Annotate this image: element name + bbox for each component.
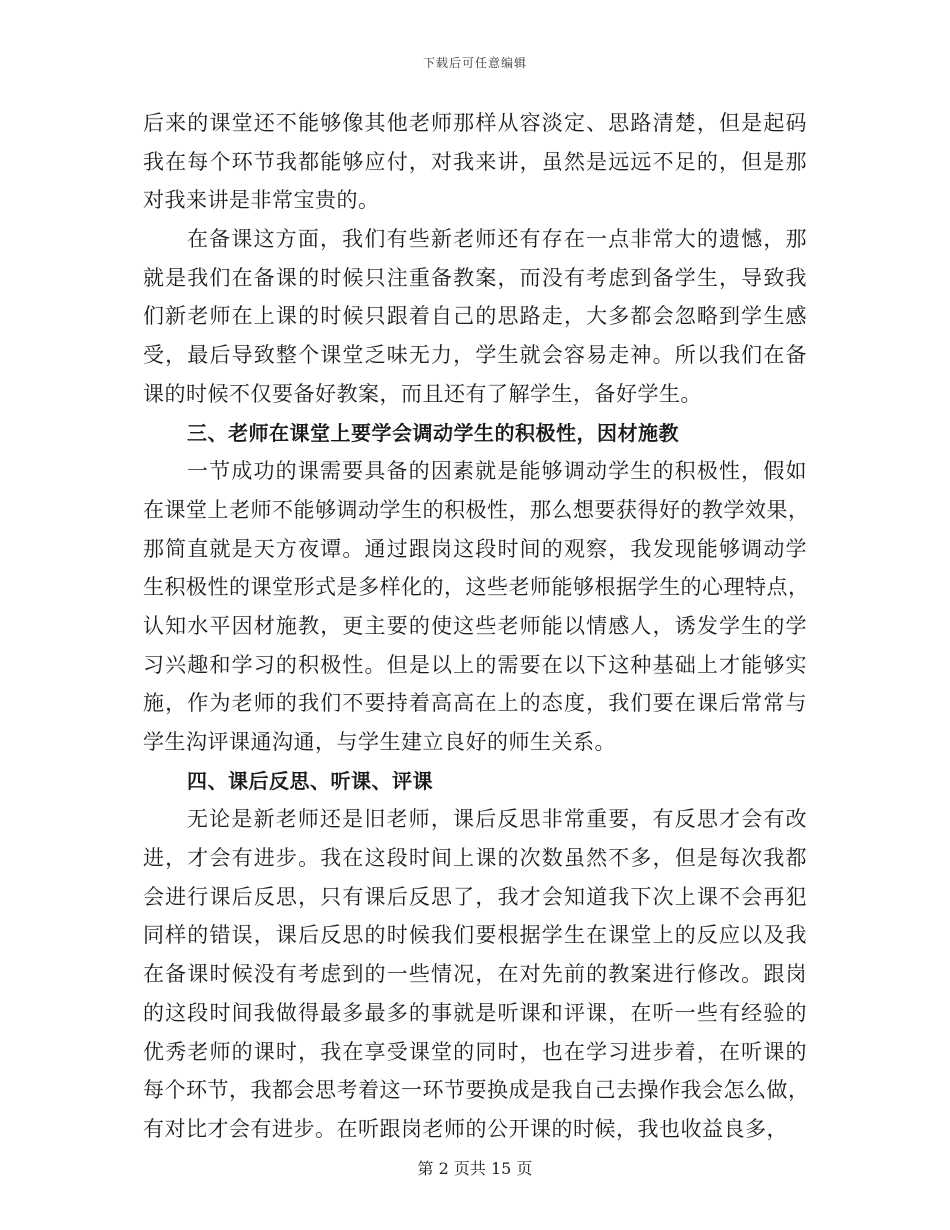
text-line: 在课堂上老师不能够调动学生的积极性，那么想要获得好的教学效果， (143, 497, 810, 522)
paragraph-2 (143, 220, 807, 413)
page-number: 第 2 页共 15 页 (417, 1159, 533, 1178)
text-line: 生积极性的课堂形式是多样化的，这些老师能够根据学生的心理特点， (143, 575, 810, 600)
header-note: 下载后可任意编辑 (422, 56, 527, 70)
text-line: 我在每个环节我都能够应付，对我来讲，虽然是远远不足的，但是那 (143, 149, 807, 174)
text-line: 一节成功的课需要具备的因素就是能够调动学生的积极性，假如 (187, 459, 807, 484)
text-line: 对我来讲是非常宝贵的。 (143, 188, 380, 213)
text-line: 施，作为老师的我们不要持着高高在上的态度，我们要在课后常常与 (143, 691, 807, 716)
text-line: 优秀老师的课时，我在享受课堂的同时，也在学习进步着，在听课的 (143, 1039, 807, 1064)
text-line: 有对比才会有进步。在听跟岗老师的公开课的时候，我也收益良多， (143, 1116, 788, 1141)
text-line: 习兴趣和学习的积极性。但是以上的需要在以下这种基础上才能够实 (143, 652, 807, 677)
text-line: 在备课时候没有考虑到的一些情况，在对先前的教案进行修改。跟岗 (143, 962, 807, 987)
text-line: 在备课这方面，我们有些新老师还有存在一点非常大的遗憾，那 (187, 227, 807, 252)
text-line: 的这段时间我做得最多最多的事就是听课和评课，在听一些有经验的 (143, 1000, 807, 1025)
text-line: 进，才会有进步。我在这段时间上课的次数虽然不多，但是每次我都 (143, 846, 807, 871)
paragraph-3 (143, 452, 810, 762)
text-line: 受，最后导致整个课堂乏味无力，学生就会容易走神。所以我们在备 (143, 343, 807, 368)
paragraph-1 (143, 104, 807, 220)
paragraph-4 (143, 800, 810, 1148)
text-line: 每个环节，我都会思考着这一环节要换成是我自己去操作我会怎么做， (143, 1078, 810, 1103)
text-line: 那简直就是天方夜谭。通过跟岗这段时间的观察，我发现能够调动学 (143, 536, 807, 561)
text-line: 无论是新老师还是旧老师，课后反思非常重要，有反思才会有改 (187, 807, 807, 832)
text-line: 后来的课堂还不能够像其他老师那样从容淡定、思路清楚，但是起码 (143, 111, 807, 135)
text-line: 认知水平因材施教，更主要的使这些老师能以情感人，诱发学生的学 (143, 613, 807, 638)
section-heading-4: 四、课后反思、听课、评课 (187, 768, 433, 793)
text-line: 课的时候不仅要备好教案，而且还有了解学生，备好学生。 (143, 381, 702, 406)
section-heading-3: 三、老师在课堂上要学会调动学生的积极性，因材施教 (187, 420, 679, 445)
text-line: 学生沟评课通沟通，与学生建立良好的师生关系。 (143, 730, 616, 754)
text-line: 会进行课后反思，只有课后反思了，我才会知道我下次上课不会再犯 (143, 884, 807, 909)
text-line: 就是我们在备课的时候只注重备教案，而没有考虑到备学生，导致我 (143, 265, 807, 290)
text-line: 们新老师在上课的时候只跟着自己的思路走，大多都会忽略到学生感 (143, 304, 807, 329)
text-line: 同样的错误，课后反思的时候我们要根据学生在课堂上的反应以及我 (143, 923, 807, 948)
document-body (143, 104, 810, 1149)
